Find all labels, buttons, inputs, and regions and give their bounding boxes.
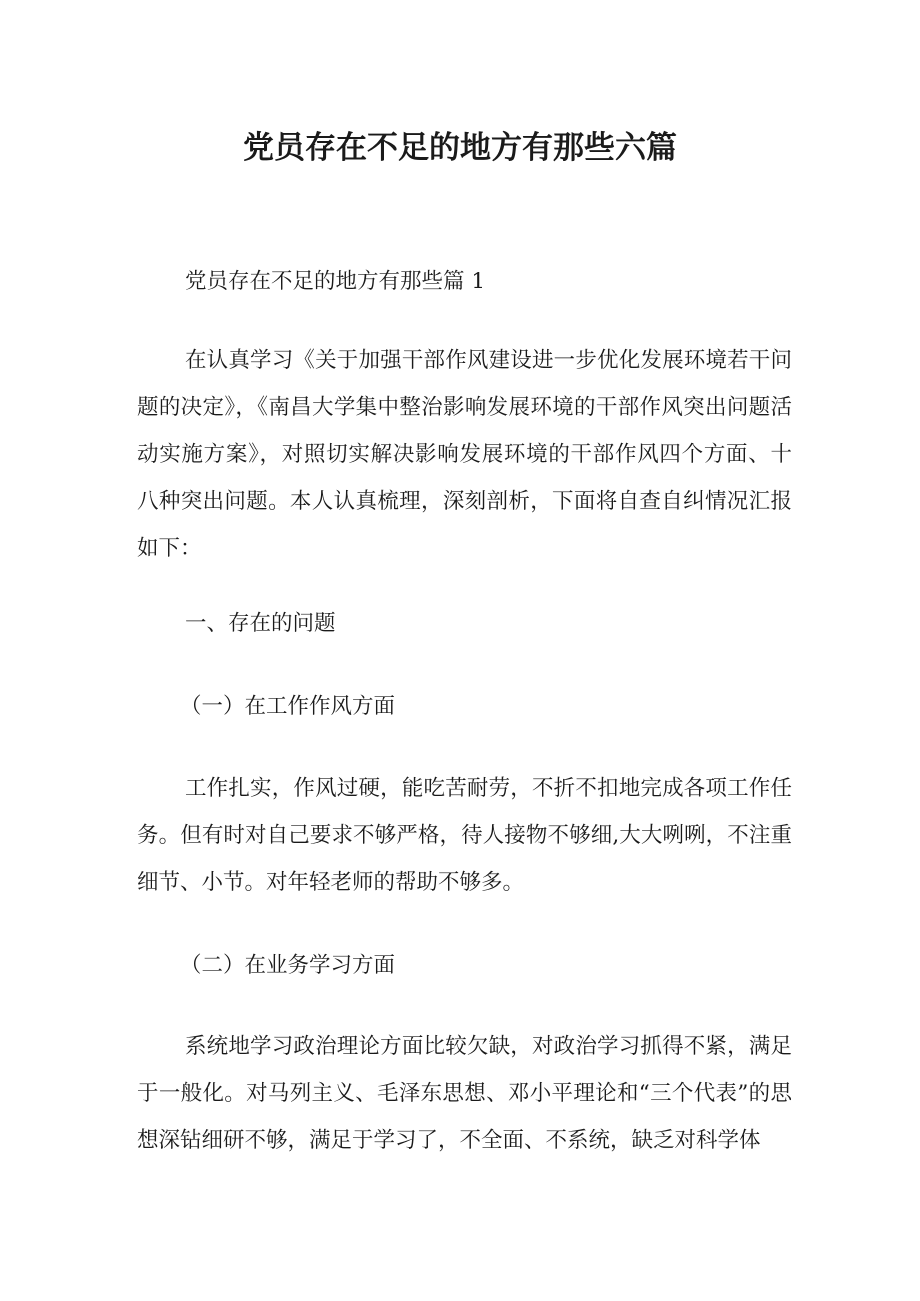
section-title: 党员存在不足的地方有那些篇 1 — [185, 269, 486, 294]
paragraph-business-study: 系统地学习政治理论方面比较欠缺，对政治学习抓得不紧，满足于一般化。对马列主义、毛泽东思想、邓小平理论和“三个代表”的思想深钻细研不够，满足于学习了，不全面、不系统，缺乏对科学体 — [137, 1034, 792, 1153]
subheading-work-style: （一）在工作作风方面 — [180, 694, 396, 719]
document-title: 党员存在不足的地方有那些六篇 — [243, 130, 677, 166]
subheading-business-study: （二）在业务学习方面 — [180, 953, 396, 978]
paragraph-work-style: 工作扎实，作风过硬，能吃苦耐劳，不折不扣地完成各项工作任务。但有时对自己要求不够严格，待人接物不够细,大大咧咧，不注重细节、小节。对年轻老师的帮助不够多。 — [137, 776, 792, 895]
heading-existing-problems: 一、存在的问题 — [185, 611, 336, 636]
intro-paragraph: 在认真学习《关于加强干部作风建设进一步优化发展环境若干问题的决定》，《南昌大学集中整治影响发展环境的干部作风突出问题活动实施方案》，对照切实解决影响发展环境的干部作风四个方面、十八种突出问题。本人认真梳理，深刻剖析，下面将自查自纠情况汇报如下： — [137, 348, 792, 561]
